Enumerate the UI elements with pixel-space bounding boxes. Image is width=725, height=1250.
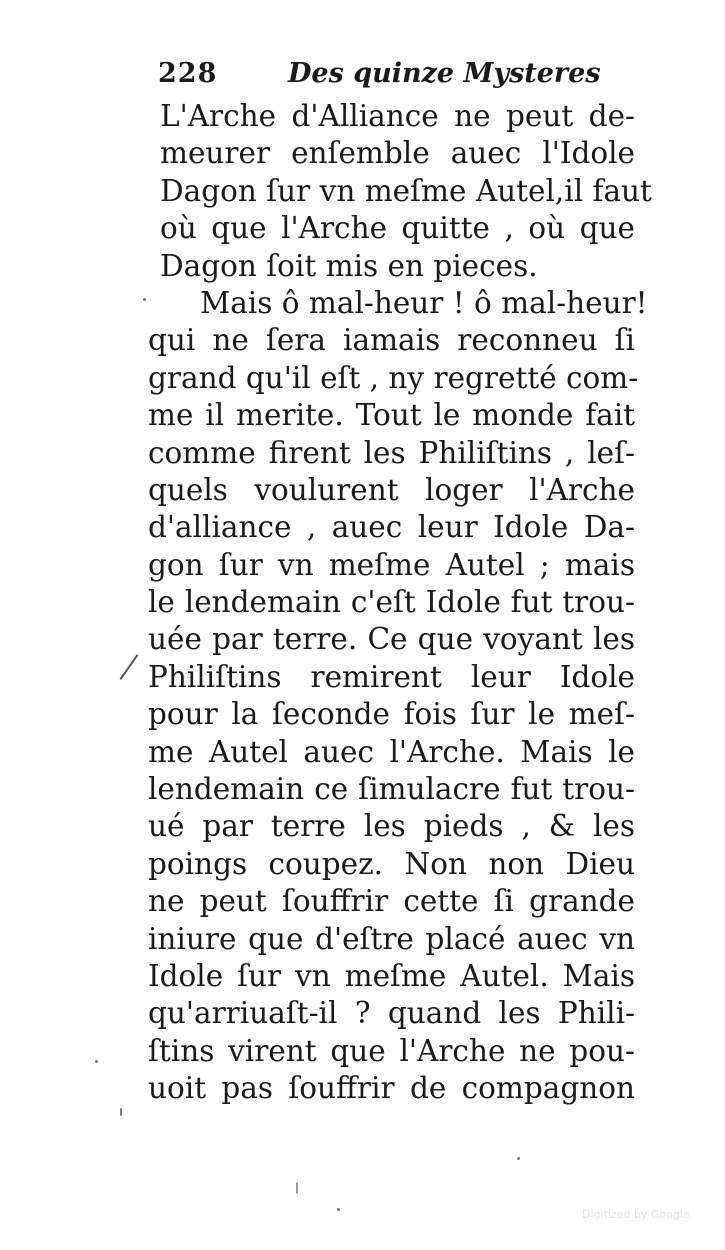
ink-speck (517, 1157, 520, 1160)
body-text (148, 98, 652, 1108)
text-line: ne peut ſouffrir cette ſi grande (148, 884, 635, 919)
text-line: me Autel auec l'Arche. Mais le (148, 734, 635, 769)
text-line: ſtins virent que l'Arche ne pou- (148, 1033, 635, 1068)
page-header (158, 58, 601, 98)
text-line: ué par terre les pieds , & les (148, 809, 635, 844)
margin-pen-mark (120, 654, 138, 679)
text-line: d'alliance , auec leur Idole Da- (148, 510, 635, 545)
text-line: comme firent les Philiſtins , leſ- (148, 435, 635, 470)
page-number: 228 (158, 58, 218, 89)
ink-speck (337, 1208, 340, 1211)
text-line: Dagon ſur vn meſme Autel,il faut (160, 173, 652, 208)
text-line: Idole ſur vn meſme Autel. Mais (148, 958, 635, 993)
text-line: où que l'Arche quitte , où que (160, 211, 635, 246)
text-line: Mais ô mal-heur ! ô mal-heur! (200, 285, 648, 320)
text-line: qui ne ſera iamais reconneu ſi (148, 323, 635, 358)
text-line: uoit pas ſouffrir de compagnon (148, 1071, 635, 1106)
text-line: poings coupez. Non non Dieu (148, 846, 635, 881)
text-line: gon ſur vn meſme Autel ; mais (148, 547, 635, 582)
text-line: pour la ſeconde fois ſur le meſ- (148, 697, 635, 732)
text-line: Dagon ſoit mis en pieces. (160, 248, 538, 283)
ink-speck (143, 298, 146, 301)
text-line: qu'arriuaſt-il ? quand les Phili- (148, 996, 635, 1031)
text-line: Philiſtins remirent leur Idole (148, 659, 635, 694)
text-line: meurer enſemble auec l'Idole (160, 136, 635, 171)
text-line: grand qu'il eſt , ny regretté com- (148, 360, 639, 395)
text-line: uée par terre. Ce que voyant les (148, 622, 635, 657)
running-head: Des quinze Mysteres (288, 58, 601, 89)
text-line: iniure que d'eſtre placé auec vn (148, 921, 635, 956)
text-line: quels voulurent loger l'Arche (148, 472, 635, 507)
text-line: L'Arche d'Alliance ne peut de- (160, 99, 635, 133)
scan-watermark: Digitized by Google (582, 1208, 690, 1221)
ink-speck (95, 1060, 98, 1063)
text-line: lendemain ce ſimulacre fut trou- (148, 772, 635, 807)
text-line: le lendemain c'eſt Idole fut trou- (148, 585, 635, 620)
ink-speck (296, 1182, 298, 1194)
text-line: me il merite. Tout le monde fait (148, 398, 635, 433)
ink-speck (120, 1108, 122, 1116)
